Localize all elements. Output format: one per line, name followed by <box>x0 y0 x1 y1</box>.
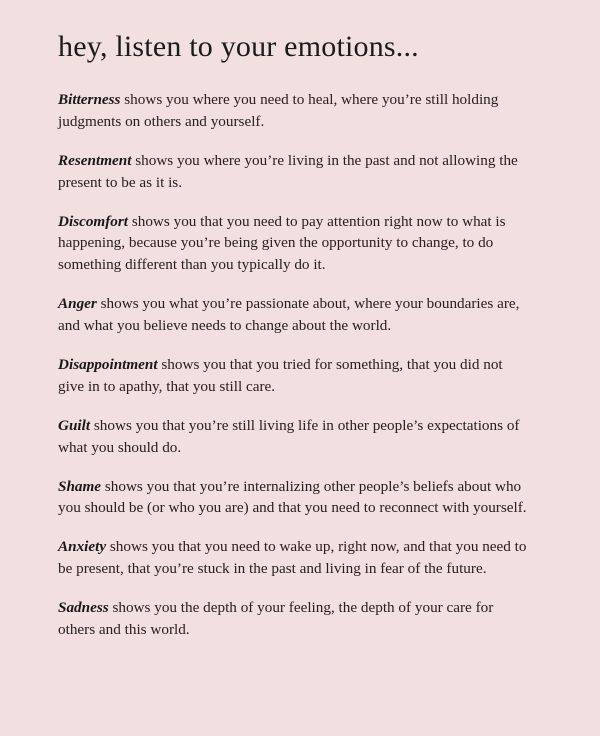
emotion-description: shows you that you tried for something, that you did not give in to apathy, that you still care. <box>58 356 503 395</box>
list-item <box>58 89 528 133</box>
list-item <box>58 293 528 337</box>
list-item <box>58 476 528 520</box>
page-title: hey, listen to your emotions... <box>58 30 419 63</box>
emotion-description: shows you where you need to heal, where you’re still holding judgments on others and yourself. <box>58 91 499 130</box>
list-item <box>58 536 528 580</box>
emotion-term: Anxiety <box>58 538 107 556</box>
emotion-description: shows you where you’re living in the past and not allowing the present to be as it is. <box>58 151 518 191</box>
emotion-term: Anger <box>58 295 97 313</box>
emotion-description: shows you the depth of your feeling, the depth of your care for others and this world. <box>58 599 494 639</box>
emotion-term: Bitterness <box>58 91 121 108</box>
list-item <box>58 211 528 277</box>
emotion-term: Discomfort <box>58 212 129 230</box>
list-item <box>58 354 528 398</box>
emotion-term: Guilt <box>58 416 91 434</box>
list-item <box>58 597 528 641</box>
list-item <box>58 150 528 194</box>
emotion-list <box>58 89 552 641</box>
list-item <box>58 415 528 459</box>
emotion-term: Resentment <box>58 151 132 169</box>
emotion-description: shows you that you need to wake up, right now, and that you need to be present, that you’re stuck in the past and living in fear of the future. <box>58 538 527 578</box>
emotion-description: shows you that you need to pay attention right now to what is happening, because you’re being given the opportunity to change, to do something different than you typically do it. <box>58 212 506 274</box>
emotion-term: Shame <box>58 477 102 495</box>
emotion-term: Sadness <box>58 599 109 617</box>
emotion-description: shows you what you’re passionate about, where your boundaries are, and what you believe needs to change about the world. <box>58 295 520 335</box>
emotion-description: shows you that you’re internalizing other people’s beliefs about who you should be (or who you are) and that you need to reconnect with yourself. <box>58 477 527 517</box>
emotion-description: shows you that you’re still living life in other people’s expectations of what you should do. <box>58 416 520 456</box>
emotion-term: Disappointment <box>58 356 158 374</box>
